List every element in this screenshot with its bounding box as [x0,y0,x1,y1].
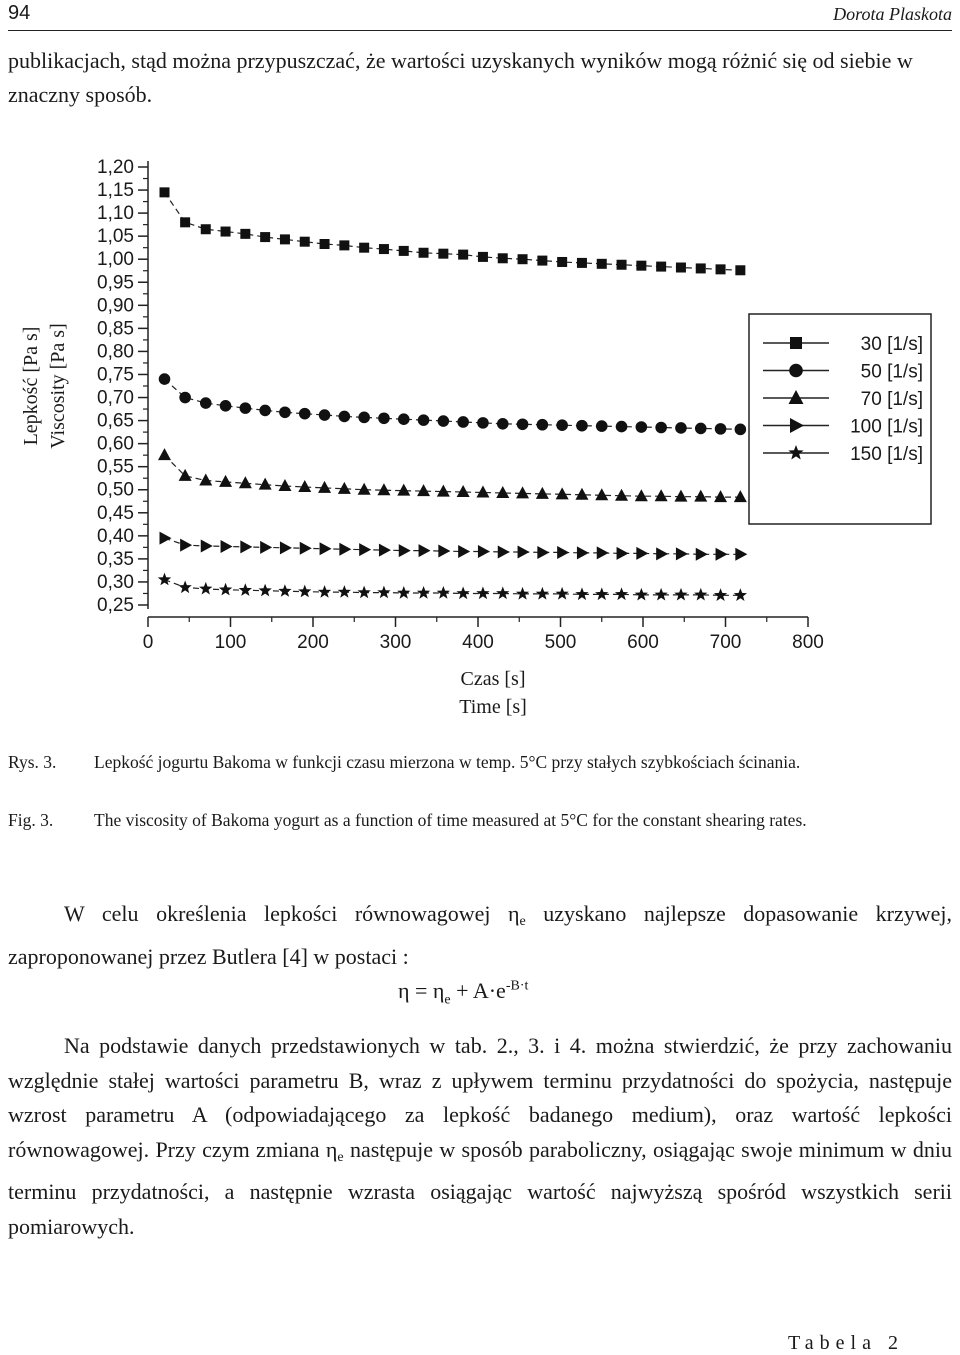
data-point-series-4 [716,548,728,561]
data-point-series-2 [200,397,212,409]
data-point-series-1 [160,187,170,197]
data-point-series-4 [201,539,213,552]
x-tick-label: 400 [462,632,494,653]
data-point-series-4 [557,546,569,559]
data-point-series-1 [399,246,409,256]
y-tick-label: 0,80 [97,341,134,363]
data-point-series-3 [437,485,450,497]
caption-text-en: The viscosity of Bakoma yogurt as a function of time measured at 5°C for the constant shearing rates. [94,810,807,830]
data-point-series-4 [180,539,192,552]
data-point-series-2 [596,420,608,432]
paragraph-text: Na podstawie danych przedstawionych w tab. 2., 3. i 4. można stwierdzić, że przy zachowaniu względnie stałej wartości parametru B, wraz z upływem terminu przydatności do spożycia, następuje wzrost parametru A (odpowiadającego za lepkość badanego medium), oraz wartość lepkości równowagowej. Przy czym zmiana η [8,1033,952,1162]
data-point-series-2 [537,419,549,431]
series-line-1 [165,192,741,270]
data-point-series-2 [159,373,171,385]
data-point-series-2 [497,418,509,430]
data-point-series-3 [496,486,509,498]
formula-mid: + A·e [450,978,506,1003]
y-tick-label: 0,45 [97,502,134,524]
subscript-e: e [519,914,526,929]
data-point-series-3 [219,475,232,487]
legend-marker [789,364,803,378]
legend-marker [790,337,802,349]
data-point-series-1 [716,264,726,274]
formula-lhs: η = η [398,978,445,1003]
y-tick-label: 0,70 [97,387,134,409]
y-tick-label: 0,95 [97,272,134,294]
data-point-series-4 [379,544,391,557]
caption-number-en: Fig. 3. [8,810,54,830]
data-point-series-3 [397,484,410,496]
data-point-series-2 [735,424,747,436]
data-point-series-2 [438,415,450,427]
data-point-series-1 [300,237,310,247]
data-point-series-3 [595,488,608,500]
data-point-series-5 [595,587,608,600]
caption-number-pl: Rys. 3. [8,752,57,772]
data-point-series-3 [655,489,668,501]
data-point-series-1 [636,261,646,271]
data-point-series-5 [179,581,192,594]
data-point-series-1 [577,258,587,268]
data-point-series-2 [398,413,410,425]
data-point-series-2 [457,416,469,428]
data-point-series-1 [557,257,567,267]
data-point-series-4 [735,548,747,561]
data-point-series-3 [714,490,727,502]
data-point-series-3 [734,490,747,502]
data-point-series-5 [674,588,687,601]
data-point-series-1 [617,260,627,270]
data-point-series-3 [575,488,588,500]
data-point-series-3 [615,489,628,501]
data-point-series-4 [498,545,510,558]
data-point-series-1 [735,265,745,275]
x-tick-label: 100 [214,632,247,653]
x-axis-label-en: Time [s] [459,696,527,718]
legend-label: 30 [1/s] [860,334,923,355]
data-point-series-4 [597,546,609,559]
y-tick-label: 0,35 [97,548,134,570]
paragraph-text: W celu określenia lepkości równowagowej η [64,901,520,926]
data-point-series-5 [496,587,509,600]
data-point-series-1 [339,240,349,250]
subscript-e: e [337,1149,344,1165]
y-tick-label: 0,90 [97,295,134,317]
data-point-series-5 [259,584,272,597]
paragraph-equilibrium-viscosity [8,897,952,974]
data-point-series-4 [617,547,629,560]
data-point-series-4 [160,532,172,545]
data-point-series-4 [339,543,351,556]
data-point-series-3 [298,480,311,492]
data-point-series-1 [180,217,190,227]
y-tick-label: 1,20 [97,157,134,178]
y-tick-label: 0,30 [97,571,134,593]
series-line-2 [165,379,741,429]
table-label: Tabela 2 [787,1332,904,1354]
data-point-series-2 [240,402,252,414]
data-point-series-1 [498,253,508,263]
data-point-series-5 [694,588,707,601]
data-point-series-2 [517,418,529,430]
data-point-series-1 [537,256,547,266]
data-point-series-5 [278,584,291,597]
data-point-series-5 [318,585,331,598]
data-point-series-5 [734,588,747,601]
y-tick-label: 1,10 [97,203,134,225]
data-point-series-5 [457,587,470,600]
caption-text-pl: Lepkość jogurtu Bakoma w funkcji czasu mierzona w temp. 5°C przy stałych szybkościach ścinania. [94,752,801,772]
paragraph-analysis [8,1029,952,1244]
data-point-series-1 [359,243,369,253]
data-point-series-4 [458,545,470,558]
data-point-series-1 [656,262,666,272]
data-point-series-1 [260,232,270,242]
data-point-series-4 [320,542,332,555]
data-point-series-3 [457,485,470,497]
legend-label: 70 [1/s] [860,389,923,410]
data-point-series-5 [575,587,588,600]
data-point-series-1 [280,234,290,244]
data-point-series-4 [636,547,648,560]
data-point-series-3 [674,490,687,502]
data-point-series-4 [537,546,549,559]
data-point-series-2 [715,423,727,435]
data-point-series-4 [300,542,312,555]
data-point-series-5 [714,588,727,601]
x-tick-label: 200 [297,632,329,653]
data-point-series-4 [399,544,411,557]
data-point-series-4 [518,545,530,558]
data-point-series-5 [338,585,351,598]
viscosity-chart [0,150,960,730]
data-point-series-2 [675,422,687,434]
page-header [8,0,952,31]
data-point-series-4 [438,545,450,558]
y-tick-label: 1,15 [97,180,134,202]
data-point-series-2 [319,409,331,421]
data-point-series-2 [655,422,667,434]
y-tick-label: 1,05 [97,226,134,248]
data-point-series-4 [280,541,292,554]
data-point-series-5 [437,586,450,599]
x-tick-label: 800 [792,632,824,653]
data-point-series-1 [478,252,488,262]
formula-exponent: -B·t [505,978,529,994]
paragraph-text: następuje w sposób paraboliczny, osiągając swoje minimum w dniu terminu przydatności, a następnie wzrasta osiągając wartość najwyższą spośród wszystkich serii pomiarowych. [8,1136,952,1239]
data-point-series-2 [299,408,311,420]
data-point-series-2 [556,419,568,431]
x-tick-label: 0 [142,632,154,653]
data-point-series-3 [259,478,272,490]
data-point-series-2 [339,411,351,423]
data-point-series-3 [694,490,707,502]
data-point-series-1 [518,254,528,264]
data-point-series-2 [576,420,588,432]
data-point-series-5 [417,586,430,599]
data-point-series-2 [636,421,648,433]
data-point-series-3 [358,483,371,495]
data-point-series-5 [635,588,648,601]
legend-label: 150 [1/s] [850,444,923,465]
formula-subscript: e [444,992,451,1008]
data-point-series-2 [616,421,628,433]
data-point-series-4 [240,540,252,553]
data-point-series-1 [379,244,389,254]
data-point-series-1 [438,249,448,259]
data-point-series-3 [536,487,549,499]
data-point-series-3 [239,476,252,488]
y-tick-label: 1,00 [97,249,134,271]
x-tick-label: 500 [544,632,577,653]
data-point-series-1 [320,239,330,249]
y-tick-label: 0,65 [97,410,134,432]
data-point-series-3 [338,482,351,494]
data-point-series-4 [676,547,688,560]
data-point-series-4 [656,547,668,560]
data-point-series-4 [577,546,589,559]
paragraph-text: uzyskano najlepsze dopasowanie krzywej, zaproponowanej przez Butlera [4] w postaci : [8,901,952,969]
y-tick-label: 0,85 [97,318,134,340]
data-point-series-5 [219,583,232,596]
x-tick-label: 700 [709,632,742,653]
data-point-series-1 [201,224,211,234]
data-point-series-5 [476,587,489,600]
y-tick-label: 0,60 [97,433,134,455]
y-tick-label: 0,75 [97,364,134,386]
data-point-series-3 [158,448,171,460]
legend-label: 100 [1/s] [850,416,923,438]
data-point-series-2 [220,400,232,412]
data-point-series-5 [377,586,390,599]
y-tick-label: 0,55 [97,456,134,478]
data-point-series-3 [377,483,390,495]
series-line-5 [165,580,741,596]
y-tick-label: 0,40 [97,525,134,547]
series-line-3 [165,455,741,497]
data-point-series-2 [477,417,489,429]
data-point-series-4 [221,540,233,553]
data-point-series-1 [696,263,706,273]
data-point-series-1 [676,263,686,273]
data-point-series-5 [556,587,569,600]
data-point-series-5 [199,582,212,595]
data-point-series-3 [556,487,569,499]
data-point-series-4 [478,545,490,558]
data-point-series-3 [278,479,291,491]
legend-label: 50 [1/s] [860,361,923,383]
data-point-series-1 [221,227,231,237]
data-point-series-4 [696,548,708,561]
butler-formula [398,978,528,1008]
x-axis-label-pl: Czas [s] [460,668,526,690]
data-point-series-2 [259,405,271,417]
data-point-series-3 [635,489,648,501]
data-point-series-5 [536,587,549,600]
data-point-series-2 [378,412,390,424]
data-point-series-4 [260,541,272,554]
data-point-series-4 [359,543,371,556]
data-point-series-3 [516,486,529,498]
x-tick-label: 600 [627,632,659,653]
data-point-series-2 [418,414,430,426]
y-tick-label: 0,25 [97,595,134,616]
data-point-series-3 [476,486,489,498]
data-point-series-5 [615,587,628,600]
intro-paragraph: publikacjach, stąd można przypuszczać, że wartości uzyskanych wyników mogą różnić się od siebie w znaczny sposób. [8,48,913,107]
y-axis-label-pl: Lepkość [Pa s] [20,326,42,446]
x-tick-label: 300 [379,632,412,653]
data-point-series-1 [458,250,468,260]
data-point-series-1 [240,229,250,239]
running-author: Dorota Plaskota [833,4,952,24]
page-number: 94 [8,2,31,24]
data-point-series-1 [597,259,607,269]
data-point-series-5 [298,585,311,598]
data-point-series-4 [419,544,431,557]
data-point-series-2 [179,392,191,404]
data-point-series-5 [655,588,668,601]
data-point-series-1 [419,248,429,258]
data-point-series-3 [417,484,430,496]
data-point-series-5 [516,587,529,600]
y-axis-label-en: Viscosity [Pa s] [47,323,69,449]
y-tick-label: 0,50 [97,479,134,501]
data-point-series-3 [318,481,331,493]
data-point-series-2 [358,412,370,424]
data-point-series-5 [397,586,410,599]
data-point-series-5 [158,573,171,586]
data-point-series-5 [239,583,252,596]
data-point-series-2 [695,423,707,435]
data-point-series-5 [358,586,371,599]
data-point-series-2 [279,406,291,418]
